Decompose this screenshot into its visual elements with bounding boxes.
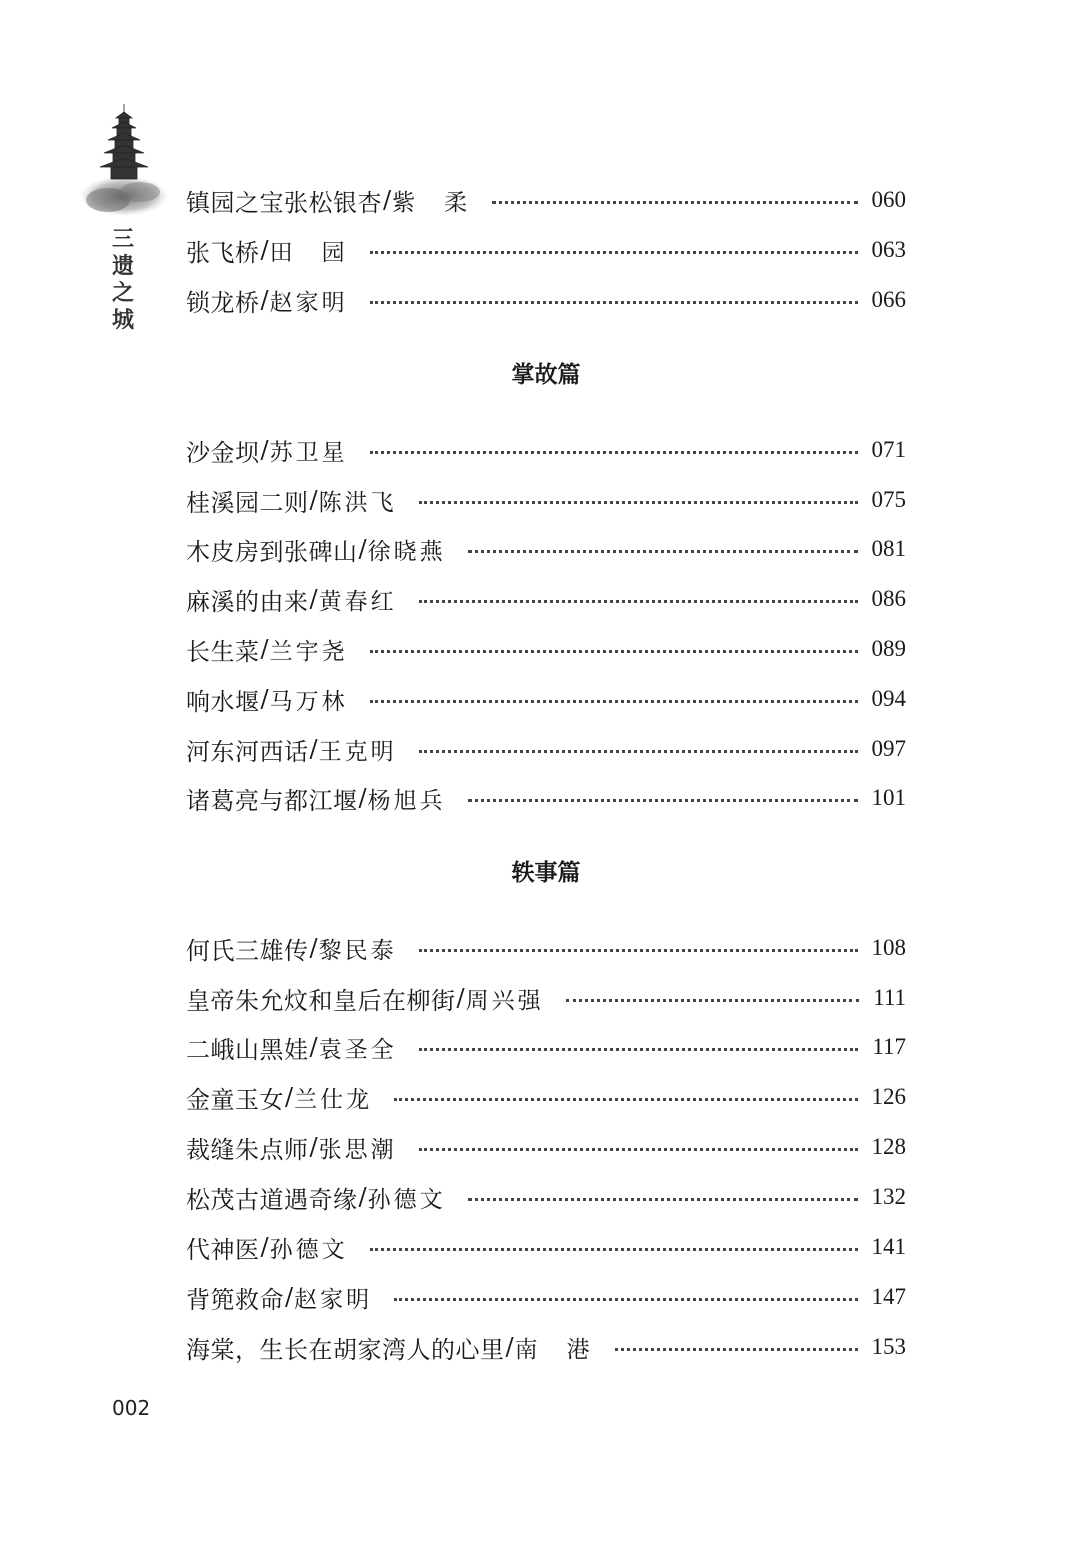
toc-entry-page: 117 <box>872 1034 906 1059</box>
toc-entry-title: 背篼救命 <box>186 1285 284 1314</box>
dot-leader <box>419 750 858 753</box>
dot-leader <box>615 1348 858 1351</box>
toc-entry-author: 王克明 <box>318 738 397 765</box>
toc-entry[interactable] <box>186 1127 906 1167</box>
toc-entry-page: 066 <box>871 287 906 312</box>
dot-leader <box>468 799 858 802</box>
toc-entry-author: 赵家明 <box>294 1286 373 1313</box>
toc-entry-title: 麻溪的由来 <box>186 587 309 616</box>
toc-entry-author: 袁圣全 <box>318 1036 397 1063</box>
toc-entry[interactable] <box>186 1077 906 1117</box>
dot-leader <box>492 201 857 204</box>
title-author-separator: / <box>260 286 269 314</box>
toc-entry-page: 111 <box>873 985 906 1010</box>
dot-leader <box>370 700 858 703</box>
running-title-char: 三 <box>111 226 134 252</box>
toc-entry-title: 长生菜 <box>186 637 260 666</box>
toc-entry[interactable] <box>186 1327 906 1367</box>
title-author-separator: / <box>309 1033 318 1061</box>
title-author-separator: / <box>505 1333 514 1361</box>
title-author-separator: / <box>456 984 465 1012</box>
toc-entry-author: 孙德文 <box>269 1236 348 1263</box>
toc-entry[interactable] <box>186 180 906 220</box>
toc-entry-title: 张飞桥 <box>186 238 260 267</box>
toc-entry-page: 101 <box>871 785 906 810</box>
title-author-separator: / <box>358 1183 367 1211</box>
dot-leader <box>419 1148 858 1151</box>
section-heading: 掌故篇 <box>511 362 581 388</box>
toc-entry-page: 126 <box>871 1084 906 1109</box>
toc-entry-author: 张思潮 <box>318 1136 397 1163</box>
toc-entry[interactable] <box>186 1177 906 1217</box>
toc-entry-author: 徐晓燕 <box>367 538 446 565</box>
toc-entry[interactable] <box>186 529 906 569</box>
toc-entry[interactable] <box>186 978 906 1018</box>
dot-leader <box>468 550 858 553</box>
dot-leader <box>419 1048 859 1051</box>
page-number: 002 <box>112 1396 151 1420</box>
dot-leader <box>370 251 858 254</box>
dot-leader <box>419 501 858 504</box>
running-title-char: 之 <box>111 280 134 306</box>
toc-entry[interactable] <box>186 230 906 270</box>
toc-entry-author: 陈洪飞 <box>318 489 397 516</box>
toc-entry-page: 132 <box>871 1184 906 1209</box>
running-title <box>108 226 138 334</box>
toc-entry-author: 马万林 <box>269 688 348 715</box>
toc-entry-page: 081 <box>871 536 906 561</box>
dot-leader <box>468 1198 858 1201</box>
toc-entry-title: 锁龙桥 <box>186 288 260 317</box>
toc-entry[interactable] <box>186 629 906 669</box>
toc-entry-title: 裁缝朱点师 <box>186 1135 309 1164</box>
toc-entry-page: 097 <box>871 736 906 761</box>
toc-entry[interactable] <box>186 579 906 619</box>
toc-entry[interactable] <box>186 1227 906 1267</box>
toc-entry-author: 孙德文 <box>367 1186 446 1213</box>
toc-entry-author: 南 港 <box>514 1336 593 1363</box>
toc-entry-title: 海棠，生长在胡家湾人的心里 <box>186 1335 505 1364</box>
running-title-char: 城 <box>111 307 134 333</box>
title-author-separator: / <box>358 784 367 812</box>
toc-entry-page: 141 <box>871 1234 906 1259</box>
title-author-separator: / <box>309 486 318 514</box>
toc-entry-page: 153 <box>871 1334 906 1359</box>
toc-entry-title: 镇园之宝张松银杏 <box>186 188 382 217</box>
toc-entry-page: 094 <box>871 686 906 711</box>
toc-entry-title: 松茂古道遇奇缘 <box>186 1185 358 1214</box>
toc-entry-page: 128 <box>871 1134 906 1159</box>
toc-entry-page: 063 <box>871 237 906 262</box>
dot-leader <box>370 650 858 653</box>
dot-leader <box>394 1098 857 1101</box>
toc-entry-author: 黎民泰 <box>318 937 397 964</box>
toc-entry[interactable] <box>186 430 906 470</box>
toc-entry-page: 086 <box>871 586 906 611</box>
toc-entry-author: 紫 柔 <box>392 189 471 216</box>
toc-entry-title: 代神医 <box>186 1235 260 1264</box>
toc-entry-page: 108 <box>871 935 906 960</box>
toc-entry[interactable] <box>186 928 906 968</box>
toc-entry-title: 桂溪园二则 <box>186 488 309 517</box>
toc-entry-title: 何氏三雄传 <box>186 936 309 965</box>
toc-entry-author: 黄春红 <box>318 588 397 615</box>
toc-entry[interactable] <box>186 679 906 719</box>
toc-entry[interactable] <box>186 729 906 769</box>
title-author-separator: / <box>260 436 269 464</box>
toc-entry-page: 147 <box>871 1284 906 1309</box>
title-author-separator: / <box>309 934 318 962</box>
toc-entry-title: 金童玉女 <box>186 1085 284 1114</box>
toc-entry-title: 诸葛亮与都江堰 <box>186 786 358 815</box>
pagoda-icon <box>78 100 174 220</box>
toc-entry-author: 周兴强 <box>465 987 544 1014</box>
title-author-separator: / <box>309 1133 318 1161</box>
toc-entry-author: 田 园 <box>269 239 348 266</box>
toc-entry-page: 071 <box>871 437 906 462</box>
dot-leader <box>419 949 858 952</box>
toc-entry-author: 兰仕龙 <box>294 1086 373 1113</box>
dot-leader <box>394 1298 857 1301</box>
toc-entry-author: 杨旭兵 <box>367 787 446 814</box>
toc-entry-page: 089 <box>871 636 906 661</box>
toc-entry-title: 沙金坝 <box>186 438 260 467</box>
dot-leader <box>370 451 858 454</box>
title-author-separator: / <box>358 535 367 563</box>
toc-entry-page: 075 <box>871 487 906 512</box>
running-title-char: 遗 <box>111 253 134 279</box>
toc-entry-title: 木皮房到张碑山 <box>186 537 358 566</box>
dot-leader <box>370 301 858 304</box>
toc-entry-author: 赵家明 <box>269 289 348 316</box>
title-author-separator: / <box>285 1283 294 1311</box>
title-author-separator: / <box>260 685 269 713</box>
toc-entry[interactable] <box>186 1027 906 1067</box>
title-author-separator: / <box>383 186 392 214</box>
title-author-separator: / <box>260 1233 269 1261</box>
dot-leader <box>419 600 858 603</box>
title-author-separator: / <box>285 1083 294 1111</box>
toc-entry-title: 河东河西话 <box>186 737 309 766</box>
toc-entry[interactable] <box>186 778 906 818</box>
dot-leader <box>370 1248 858 1251</box>
toc-entry-author: 兰宇尧 <box>269 638 348 665</box>
toc-entry-author: 苏卫星 <box>269 439 348 466</box>
toc-entry[interactable] <box>186 1277 906 1317</box>
title-author-separator: / <box>309 735 318 763</box>
title-author-separator: / <box>260 635 269 663</box>
section-heading: 轶事篇 <box>511 860 581 886</box>
toc-entry[interactable] <box>186 280 906 320</box>
toc-entry-page: 060 <box>871 187 906 212</box>
toc-entry[interactable] <box>186 480 906 520</box>
dot-leader <box>566 999 860 1002</box>
title-author-separator: / <box>309 585 318 613</box>
title-author-separator: / <box>260 236 269 264</box>
toc-entry-title: 响水堰 <box>186 687 260 716</box>
toc-entry-title: 二峨山黑娃 <box>186 1035 309 1064</box>
toc-entry-title: 皇帝朱允炆和皇后在柳街 <box>186 986 456 1015</box>
